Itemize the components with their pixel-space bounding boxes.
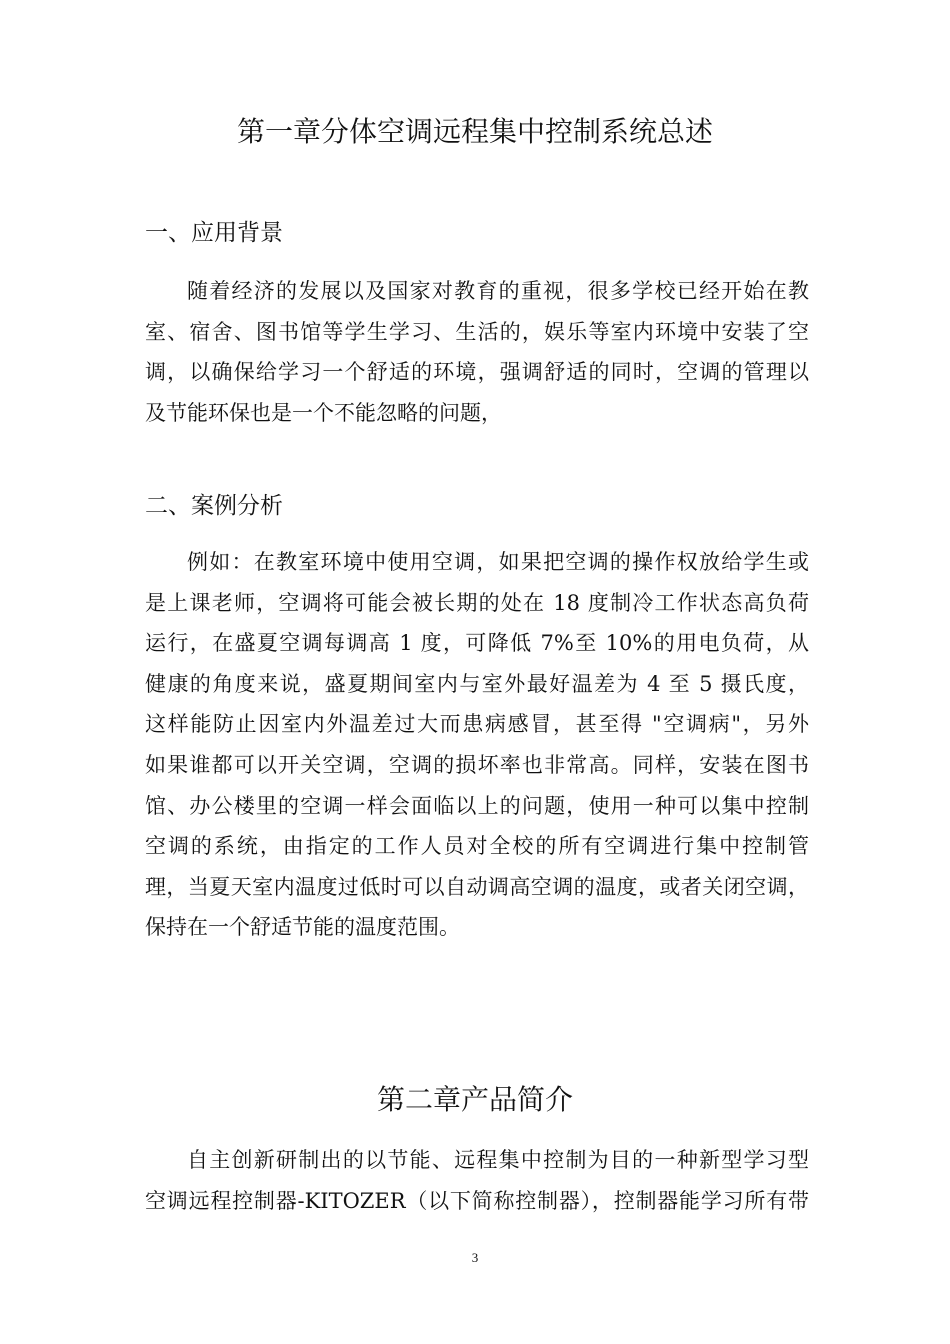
section-2-heading: 二、案例分析 (145, 493, 283, 519)
paragraph-line: 室、宿舍、图书馆等学生学习、生活的，娱乐等室内环境中安装了空 (145, 319, 809, 344)
paragraph-line: 及节能环保也是一个不能忽略的问题， (145, 400, 502, 425)
paragraph-line: 理，当夏天室内温度过低时可以自动调高空调的温度，或者关闭空调， (145, 874, 809, 899)
section-1-paragraph (145, 271, 809, 433)
section-2-paragraph (145, 542, 809, 948)
chapter-2-title: 第二章产品简介 (376, 1083, 573, 1116)
paragraph-line: 随着经济的发展以及国家对教育的重视，很多学校已经开始在教 (187, 279, 809, 303)
paragraph-line: 调，以确保给学习一个舒适的环境，强调舒适的同时，空调的管理以 (145, 360, 809, 385)
paragraph-line: 健康的角度来说，盛夏期间室内与室外最好温差为 4 至 5 摄氏度， (145, 671, 809, 696)
paragraph-line: 保持在一个舒适节能的温度范围。 (145, 915, 460, 940)
paragraph-line: 空调的系统，由指定的工作人员对全校的所有空调进行集中控制管 (145, 834, 809, 859)
paragraph-line: 空调远程控制器-KITOZER（以下简称控制器），控制器能学习所有带 (145, 1188, 809, 1213)
paragraph-line: 自主创新研制出的以节能、远程集中控制为目的一种新型学习型 (187, 1148, 809, 1172)
section-1-heading: 一、应用背景 (145, 220, 283, 246)
chapter-1-title: 第一章分体空调远程集中控制系统总述 (236, 115, 713, 148)
paragraph-line: 如果谁都可以开关空调，空调的损坏率也非常高。同样，安装在图书 (145, 752, 809, 777)
paragraph-line: 这样能防止因室内外温差过大而患病感冒，甚至得 "空调病"，另外 (145, 712, 809, 737)
paragraph-line: 运行，在盛夏空调每调高 1 度，可降低 7%至 10%的用电负荷，从 (145, 631, 809, 656)
paragraph-line: 例如：在教室环境中使用空调，如果把空调的操作权放给学生或 (187, 550, 809, 574)
paragraph-line: 馆、办公楼里的空调一样会面临以上的问题，使用一种可以集中控制 (145, 793, 809, 818)
paragraph-line: 是上课老师，空调将可能会被长期的处在 18 度制冷工作状态高负荷 (145, 590, 809, 615)
chapter-2-paragraph (145, 1140, 809, 1221)
page-number: 3 (471, 1250, 479, 1265)
